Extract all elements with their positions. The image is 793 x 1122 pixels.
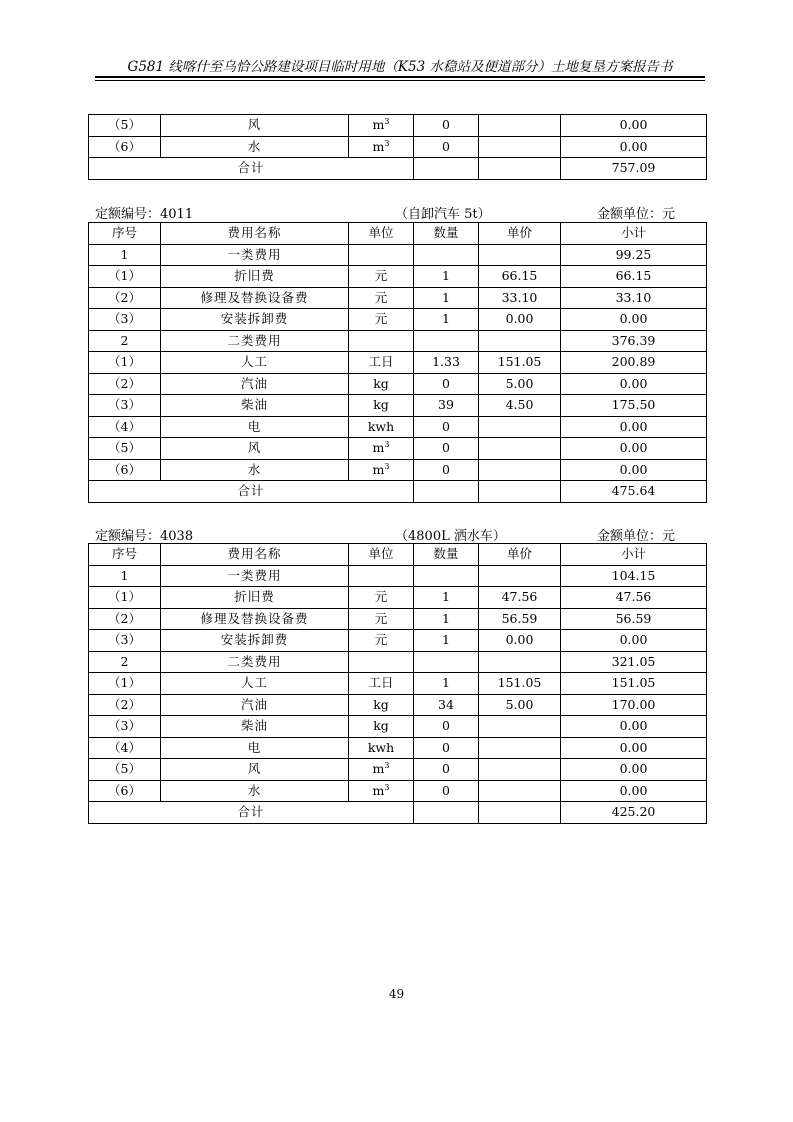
cell-unit: [349, 287, 414, 309]
cell-price: 5.00: [479, 694, 561, 716]
cell-price: [479, 438, 561, 460]
cell-name: 安装拆卸费: [161, 630, 349, 652]
cell-price: [479, 716, 561, 738]
quota-4038-table-body: [89, 544, 707, 824]
cell-price: [479, 459, 561, 481]
cell-seq: （2）: [89, 608, 161, 630]
cell-unit: [349, 373, 414, 395]
cell-name: 折旧费: [161, 266, 349, 288]
cell-name: 二类费用: [161, 651, 349, 673]
unit-text: 元: [374, 632, 388, 648]
cell-name: 汽油: [161, 694, 349, 716]
table-row: [89, 266, 707, 288]
cell-price: [479, 416, 561, 438]
cell-qty: [414, 651, 479, 673]
empty-cell: [414, 802, 479, 824]
quota-4038-meta: [95, 525, 705, 543]
table-row: [89, 459, 707, 481]
cell-name: 修理及替换设备费: [161, 608, 349, 630]
cell-subtotal: 104.15: [561, 565, 707, 587]
table-row: [89, 115, 707, 137]
cell-name: 安装拆卸费: [161, 309, 349, 331]
cell-unit: [349, 352, 414, 374]
cell-unit: [349, 416, 414, 438]
cell-subtotal: 376.39: [561, 330, 707, 352]
cell-qty: 1: [414, 630, 479, 652]
cell-name: 二类费用: [161, 330, 349, 352]
cell-price: [479, 115, 561, 137]
cell-seq: （3）: [89, 395, 161, 417]
table-row: [89, 608, 707, 630]
header-price: 单价: [479, 223, 561, 245]
unit-text: 工日: [368, 354, 394, 370]
header-unit: 单位: [349, 544, 414, 566]
cell-unit: [349, 244, 414, 266]
cell-name: 风: [161, 438, 349, 460]
unit-text: 元: [374, 311, 388, 327]
cell-qty: 1: [414, 587, 479, 609]
table-row: [89, 694, 707, 716]
cell-price: [479, 737, 561, 759]
cell-price: [479, 780, 561, 802]
cell-qty: 1.33: [414, 352, 479, 374]
unit-text: m: [372, 782, 385, 798]
unit-text: 元: [374, 589, 388, 605]
empty-cell: [479, 481, 561, 503]
cell-price: 33.10: [479, 287, 561, 309]
cell-name: 人工: [161, 673, 349, 695]
cell-seq: 2: [89, 330, 161, 352]
header-seq: 序号: [89, 223, 161, 245]
cell-price: [479, 759, 561, 781]
cell-qty: 0: [414, 737, 479, 759]
cell-name: 人工: [161, 352, 349, 374]
unit-superscript: 3: [384, 761, 390, 771]
cell-unit: [349, 780, 414, 802]
cell-name: 一类费用: [161, 244, 349, 266]
unit-text: m: [372, 761, 385, 777]
cell-name: 柴油: [161, 716, 349, 738]
unit-text: kg: [373, 696, 389, 712]
quota-4011-meta: [95, 203, 705, 221]
cell-unit: [349, 309, 414, 331]
cell-unit: [349, 759, 414, 781]
table-row: [89, 737, 707, 759]
total-label: 合计: [89, 158, 414, 180]
table-row: [89, 673, 707, 695]
table-row: [89, 651, 707, 673]
unit-superscript: 3: [384, 117, 390, 127]
machine-name: （自卸汽车 5t）: [395, 207, 491, 222]
cell-name: 水: [161, 136, 349, 158]
cell-unit: [349, 608, 414, 630]
table-row: [89, 780, 707, 802]
cell-seq: （5）: [89, 759, 161, 781]
cell-subtotal: 0.00: [561, 459, 707, 481]
cell-qty: [414, 565, 479, 587]
cell-qty: 1: [414, 608, 479, 630]
cell-seq: （5）: [89, 115, 161, 137]
unit-text: kwh: [367, 418, 395, 434]
unit-superscript: 3: [384, 782, 390, 792]
cell-seq: （1）: [89, 266, 161, 288]
total-value: 475.64: [561, 481, 707, 503]
cell-name: 电: [161, 737, 349, 759]
cell-subtotal: 175.50: [561, 395, 707, 417]
table-row: [89, 587, 707, 609]
cell-seq: （1）: [89, 352, 161, 374]
cell-qty: 1: [414, 309, 479, 331]
unit-text: kg: [373, 718, 389, 734]
cell-price: 151.05: [479, 673, 561, 695]
table-row: [89, 287, 707, 309]
cell-qty: 0: [414, 459, 479, 481]
table-header-row: [89, 223, 707, 245]
cell-qty: 0: [414, 438, 479, 460]
cell-unit: [349, 587, 414, 609]
continued-cost-table: [88, 114, 707, 180]
cell-price: 47.56: [479, 587, 561, 609]
table-row: [89, 716, 707, 738]
cell-qty: 0: [414, 416, 479, 438]
table-row: [89, 630, 707, 652]
quota-code: 定额编号：4011: [95, 207, 194, 222]
cell-unit: [349, 115, 414, 137]
cell-price: 0.00: [479, 630, 561, 652]
cell-unit: [349, 395, 414, 417]
header-subtotal: 小计: [561, 544, 707, 566]
table-row: [89, 416, 707, 438]
cell-seq: （4）: [89, 737, 161, 759]
cell-subtotal: 0.00: [561, 373, 707, 395]
cell-subtotal: 0.00: [561, 438, 707, 460]
cell-subtotal: 99.25: [561, 244, 707, 266]
cell-price: 4.50: [479, 395, 561, 417]
table-row: [89, 244, 707, 266]
cell-price: 56.59: [479, 608, 561, 630]
cell-subtotal: 0.00: [561, 759, 707, 781]
empty-cell: [414, 481, 479, 503]
cell-price: 5.00: [479, 373, 561, 395]
cell-qty: 1: [414, 287, 479, 309]
header-subtotal: 小计: [561, 223, 707, 245]
cell-subtotal: 0.00: [561, 737, 707, 759]
cell-unit: [349, 651, 414, 673]
cell-qty: 1: [414, 673, 479, 695]
cell-price: 0.00: [479, 309, 561, 331]
cell-seq: 1: [89, 244, 161, 266]
cell-subtotal: 47.56: [561, 587, 707, 609]
cell-qty: 0: [414, 373, 479, 395]
header-unit: 单位: [349, 223, 414, 245]
cell-name: 修理及替换设备费: [161, 287, 349, 309]
cell-subtotal: 0.00: [561, 136, 707, 158]
cell-qty: 0: [414, 716, 479, 738]
cell-qty: 1: [414, 266, 479, 288]
cell-unit: [349, 330, 414, 352]
unit-superscript: 3: [384, 138, 390, 148]
total-label: 合计: [89, 802, 414, 824]
cell-seq: （6）: [89, 780, 161, 802]
cell-unit: [349, 630, 414, 652]
header-seq: 序号: [89, 544, 161, 566]
header-rule-thin: [95, 80, 705, 81]
quota-code: 定额编号：4038: [95, 529, 194, 544]
cell-qty: 0: [414, 780, 479, 802]
cell-name: 柴油: [161, 395, 349, 417]
cell-seq: （4）: [89, 416, 161, 438]
cell-qty: 34: [414, 694, 479, 716]
unit-text: 元: [374, 268, 388, 284]
unit-text: kwh: [367, 739, 395, 755]
cell-seq: （1）: [89, 673, 161, 695]
cell-seq: （6）: [89, 136, 161, 158]
cell-qty: 0: [414, 136, 479, 158]
unit-superscript: 3: [384, 461, 390, 471]
unit-text: m: [372, 461, 385, 477]
cell-unit: [349, 694, 414, 716]
cell-name: 风: [161, 759, 349, 781]
unit-text: m: [372, 138, 385, 154]
cell-name: 汽油: [161, 373, 349, 395]
cell-price: [479, 565, 561, 587]
unit-text: m: [372, 440, 385, 456]
cell-qty: 0: [414, 759, 479, 781]
machine-name: （4800L 洒水车）: [395, 529, 506, 544]
cell-price: [479, 651, 561, 673]
table-row: [89, 438, 707, 460]
total-label: 合计: [89, 481, 414, 503]
total-value: 425.20: [561, 802, 707, 824]
cell-subtotal: 0.00: [561, 780, 707, 802]
table-row: [89, 136, 707, 158]
cell-price: [479, 136, 561, 158]
cell-seq: （3）: [89, 716, 161, 738]
table-row: [89, 352, 707, 374]
cell-unit: [349, 266, 414, 288]
table-row: [89, 759, 707, 781]
cell-unit: [349, 459, 414, 481]
page-header-title: G581 线喀什至乌恰公路建设项目临时用地（K53 水稳站及便道部分）土地复垦方案报告书: [127, 59, 673, 75]
cell-name: 一类费用: [161, 565, 349, 587]
cell-seq: （6）: [89, 459, 161, 481]
header-rule: [95, 76, 705, 78]
cell-qty: 39: [414, 395, 479, 417]
unit-text: 元: [374, 610, 388, 626]
header-qty: 数量: [414, 223, 479, 245]
header-qty: 数量: [414, 544, 479, 566]
cell-seq: （2）: [89, 373, 161, 395]
cell-unit: [349, 737, 414, 759]
table-row: [89, 565, 707, 587]
table-row: [89, 395, 707, 417]
total-value: 757.09: [561, 158, 707, 180]
cell-unit: [349, 136, 414, 158]
cell-unit: [349, 716, 414, 738]
cell-unit: [349, 673, 414, 695]
cell-subtotal: 0.00: [561, 416, 707, 438]
cell-name: 水: [161, 459, 349, 481]
money-unit: 金额单位：元: [596, 207, 675, 222]
cell-subtotal: 170.00: [561, 694, 707, 716]
cell-subtotal: 0.00: [561, 716, 707, 738]
table-row: [89, 330, 707, 352]
money-unit: 金额单位：元: [596, 529, 675, 544]
unit-text: kg: [373, 397, 389, 413]
unit-text: m: [372, 117, 385, 133]
cell-name: 水: [161, 780, 349, 802]
cell-price: [479, 330, 561, 352]
cell-subtotal: 56.59: [561, 608, 707, 630]
total-row: [89, 802, 707, 824]
cell-unit: [349, 438, 414, 460]
cell-seq: （3）: [89, 630, 161, 652]
table-header-row: [89, 544, 707, 566]
cell-unit: [349, 565, 414, 587]
cell-subtotal: 0.00: [561, 115, 707, 137]
quota-4038-table: [88, 543, 707, 824]
cell-subtotal: 33.10: [561, 287, 707, 309]
header-name: 费用名称: [161, 544, 349, 566]
total-row: [89, 158, 707, 180]
cell-seq: （2）: [89, 287, 161, 309]
unit-superscript: 3: [384, 440, 390, 450]
cell-qty: 0: [414, 115, 479, 137]
empty-cell: [479, 802, 561, 824]
cell-subtotal: 66.15: [561, 266, 707, 288]
unit-text: 元: [374, 289, 388, 305]
cell-price: [479, 244, 561, 266]
cell-subtotal: 0.00: [561, 309, 707, 331]
header-name: 费用名称: [161, 223, 349, 245]
header-price: 单价: [479, 544, 561, 566]
empty-cell: [479, 158, 561, 180]
cell-subtotal: 321.05: [561, 651, 707, 673]
cell-seq: （5）: [89, 438, 161, 460]
cell-seq: （3）: [89, 309, 161, 331]
cell-seq: 2: [89, 651, 161, 673]
cell-subtotal: 151.05: [561, 673, 707, 695]
cell-qty: [414, 244, 479, 266]
unit-text: 工日: [368, 675, 394, 691]
table-row: [89, 309, 707, 331]
empty-cell: [414, 158, 479, 180]
cell-seq: （2）: [89, 694, 161, 716]
cell-name: 折旧费: [161, 587, 349, 609]
cell-seq: （1）: [89, 587, 161, 609]
continued-cost-table-body: [89, 115, 707, 180]
unit-text: kg: [373, 375, 389, 391]
cell-subtotal: 200.89: [561, 352, 707, 374]
page-number: 49: [388, 987, 405, 1001]
total-row: [89, 481, 707, 503]
table-row: [89, 373, 707, 395]
cell-seq: 1: [89, 565, 161, 587]
cell-price: 151.05: [479, 352, 561, 374]
quota-4011-table: [88, 222, 707, 503]
cell-name: 电: [161, 416, 349, 438]
cell-name: 风: [161, 115, 349, 137]
cell-price: 66.15: [479, 266, 561, 288]
cell-subtotal: 0.00: [561, 630, 707, 652]
cell-qty: [414, 330, 479, 352]
quota-4011-table-body: [89, 223, 707, 503]
